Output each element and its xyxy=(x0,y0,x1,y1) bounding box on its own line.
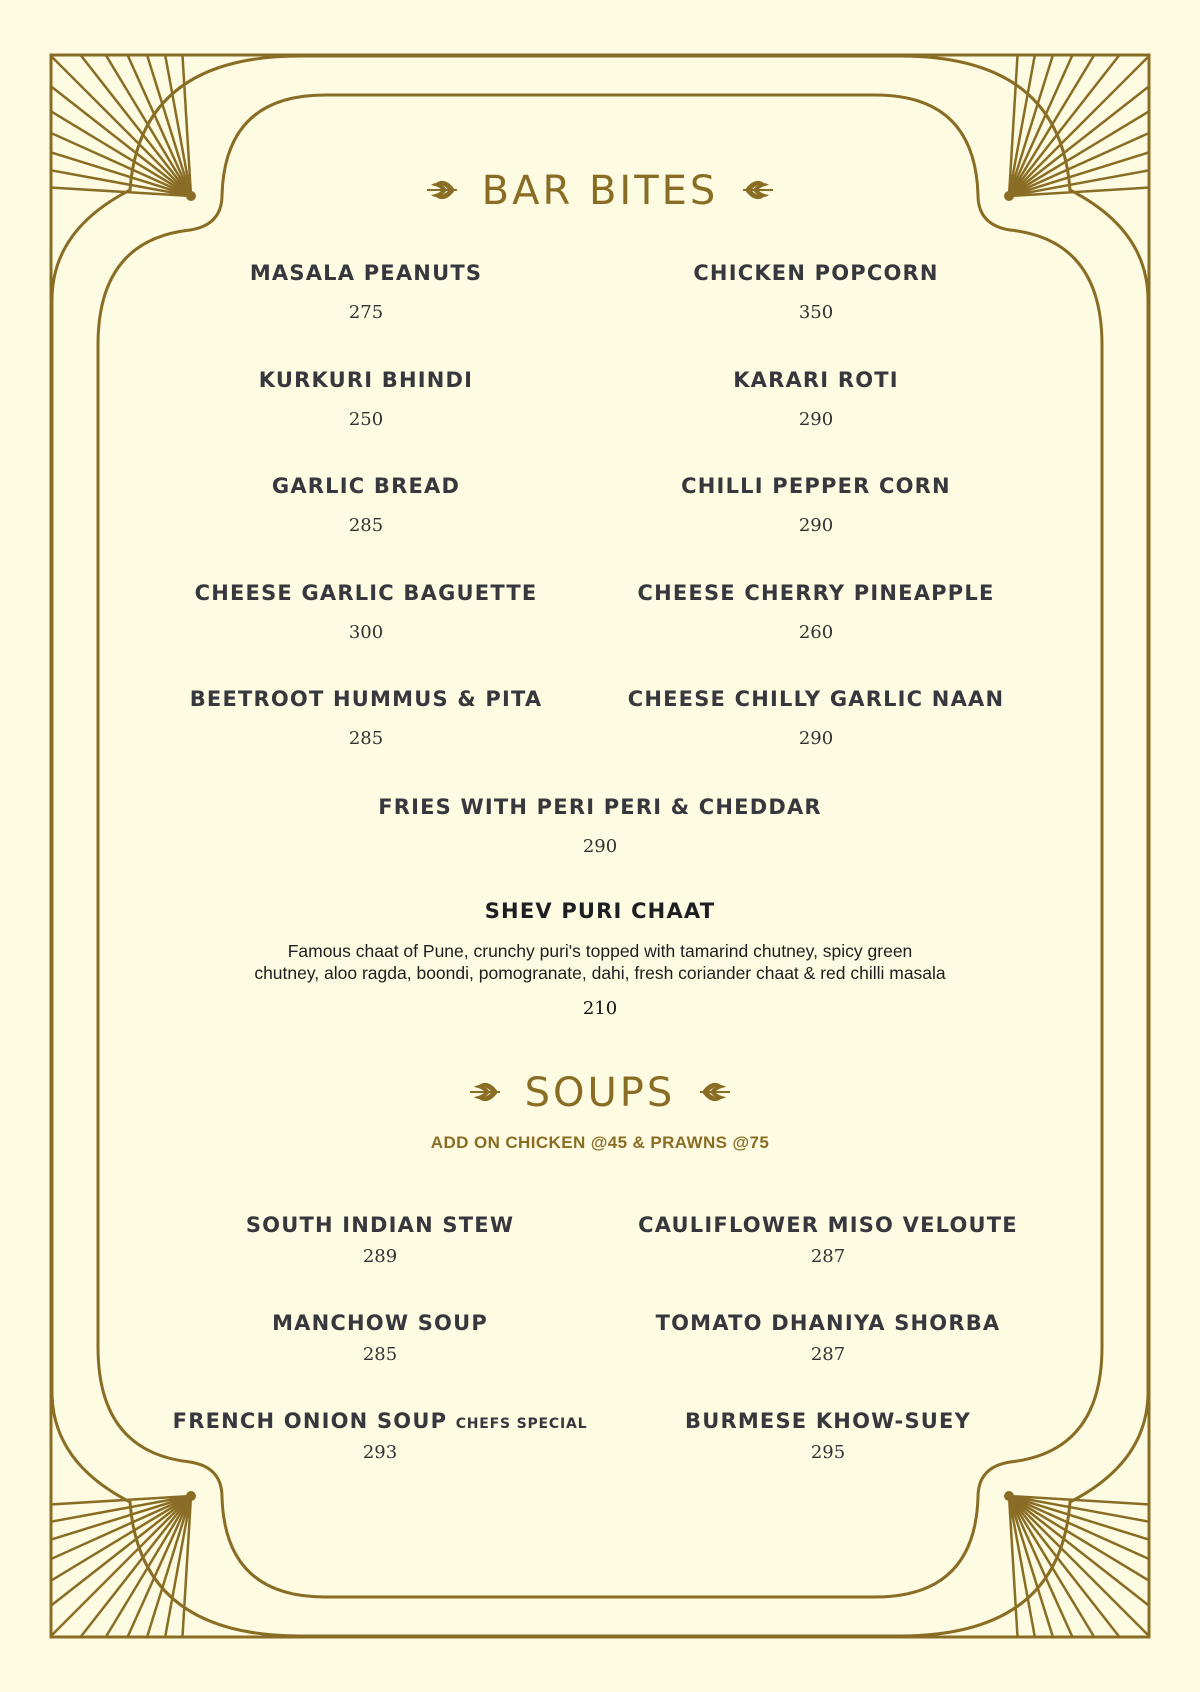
menu-item xyxy=(598,1411,1058,1462)
menu-item xyxy=(598,1313,1058,1364)
sunburst-icon xyxy=(0,0,191,196)
menu-item xyxy=(136,476,596,535)
section-title-soups: SOUPS xyxy=(524,1070,676,1116)
item-name: CHEESE CHERRY PINEAPPLE xyxy=(637,581,995,605)
item-name: CHICKEN POPCORN xyxy=(693,261,939,285)
section-title-bar-bites: BAR BITES xyxy=(481,168,719,214)
item-description-line: Famous chaat of Pune, crunchy puri's topped with tamarind chutney, spicy green xyxy=(287,941,913,961)
leaf-flourish-icon xyxy=(698,1078,732,1109)
menu-item xyxy=(586,583,1046,642)
leaf-flourish-icon xyxy=(741,176,775,207)
soups-addon-note: ADD ON CHICKEN @45 & PRAWNS @75 xyxy=(430,1133,770,1152)
item-price: 275 xyxy=(348,302,384,323)
item-name: CAULIFLOWER MISO VELOUTE xyxy=(638,1213,1018,1237)
item-description-line: chutney, aloo ragda, boondi, pomogranate, dahi, fresh coriander chaat & red chilli masala xyxy=(254,963,946,983)
item-price: 350 xyxy=(798,302,834,323)
soups-header xyxy=(0,1070,1200,1116)
menu-item xyxy=(0,901,1200,1018)
item-price: 210 xyxy=(582,998,618,1019)
item-name: KURKURI BHINDI xyxy=(258,368,474,392)
item-price: 285 xyxy=(362,1344,398,1365)
menu-item xyxy=(136,370,596,429)
chefs-special-badge: CHEFS SPECIAL xyxy=(455,1416,588,1432)
item-price: 287 xyxy=(810,1344,846,1365)
item-name: SOUTH INDIAN STEW xyxy=(245,1213,515,1237)
item-price: 250 xyxy=(348,409,384,430)
item-price: 290 xyxy=(798,515,834,536)
menu-item xyxy=(150,1313,610,1364)
item-name: CHEESE GARLIC BAGUETTE xyxy=(194,581,538,605)
item-name: SHEV PURI CHAAT xyxy=(484,899,716,923)
item-name: MASALA PEANUTS xyxy=(249,261,483,285)
item-name: MANCHOW SOUP xyxy=(272,1311,488,1335)
item-price: 285 xyxy=(348,515,384,536)
item-name: BEETROOT HUMMUS & PITA xyxy=(189,687,543,711)
item-name: GARLIC BREAD xyxy=(271,474,461,498)
item-price: 300 xyxy=(348,622,384,643)
menu-item xyxy=(136,689,596,748)
item-price: 289 xyxy=(362,1246,398,1267)
item-name xyxy=(150,1411,610,1432)
item-price: 295 xyxy=(810,1442,846,1463)
menu-item xyxy=(586,689,1046,748)
menu-item xyxy=(586,476,1046,535)
bar-bites-header xyxy=(0,168,1200,214)
item-name: KARARI ROTI xyxy=(733,368,899,392)
item-price: 260 xyxy=(798,622,834,643)
item-price: 285 xyxy=(348,728,384,749)
item-name: CHEESE CHILLY GARLIC NAAN xyxy=(627,687,1005,711)
menu-item xyxy=(136,583,596,642)
item-price: 293 xyxy=(362,1442,398,1463)
sunburst-icon xyxy=(1009,0,1200,196)
item-description xyxy=(0,940,1200,984)
item-name: TOMATO DHANIYA SHORBA xyxy=(655,1311,1001,1335)
item-name-text: FRENCH ONION SOUP xyxy=(172,1409,448,1433)
menu-item xyxy=(150,1215,610,1266)
menu-item xyxy=(598,1215,1058,1266)
leaf-flourish-icon xyxy=(425,176,459,207)
item-price: 290 xyxy=(582,836,618,857)
sunburst-icon xyxy=(0,1496,191,1692)
menu-item xyxy=(136,263,596,322)
item-price: 290 xyxy=(798,409,834,430)
item-name: BURMESE KHOW-SUEY xyxy=(684,1409,972,1433)
sunburst-icon xyxy=(1009,1496,1200,1692)
item-name: FRIES WITH PERI PERI & CHEDDAR xyxy=(378,795,822,819)
menu-item xyxy=(0,797,1200,856)
item-name: CHILLI PEPPER CORN xyxy=(681,474,951,498)
item-price: 290 xyxy=(798,728,834,749)
menu-item xyxy=(586,370,1046,429)
menu-item xyxy=(586,263,1046,322)
item-price: 287 xyxy=(810,1246,846,1267)
leaf-flourish-icon xyxy=(468,1078,502,1109)
menu-item xyxy=(150,1411,610,1462)
